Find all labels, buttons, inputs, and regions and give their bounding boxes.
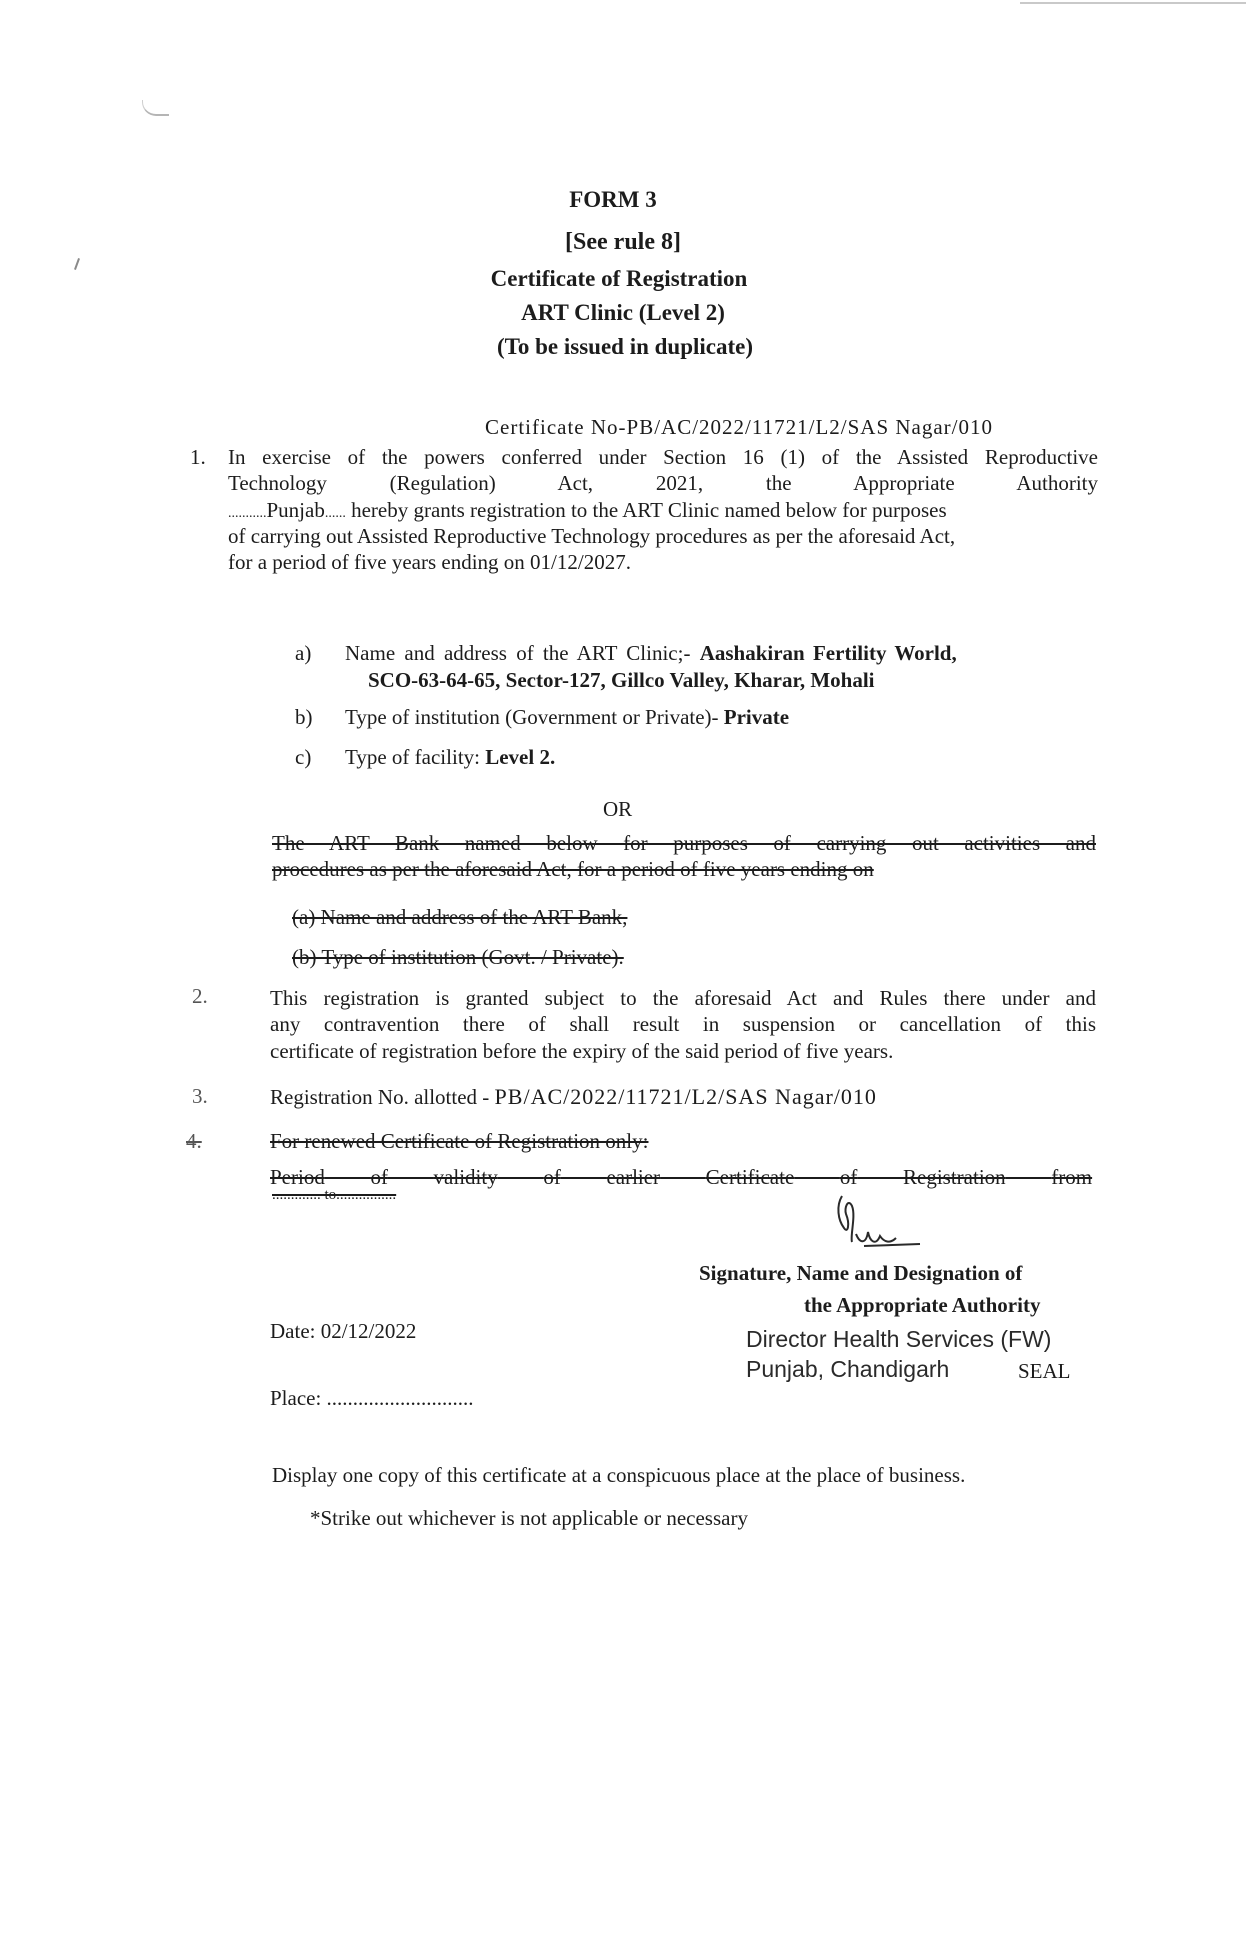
strike-note: *Strike out whichever is not applicable or necessary [310, 1506, 748, 1530]
clause-2-line-1: This registration is granted subject to the aforesaid Act and Rules there under and [270, 986, 1096, 1010]
clinic-address: SCO-63-64-65, Sector-127, Gillco Valley, Kharar, Mohali [368, 668, 875, 692]
issue-date: Date: 02/12/2022 [270, 1319, 417, 1343]
appropriate-authority-value: Punjab [266, 497, 325, 522]
clause-1-line-4: of carrying out Assisted Reproductive Technology procedures as per the aforesaid Act, [228, 523, 956, 548]
issue-place: Place: ............................ [270, 1386, 474, 1410]
clause-2-line-3: certificate of registration before the expiry of the said period of five years. [270, 1038, 894, 1063]
word: of [370, 1165, 388, 1189]
item-a-label: a) [295, 641, 312, 665]
registration-number-label: Registration No. allotted - [270, 1085, 495, 1109]
item-c-label-text: Type of facility: [345, 745, 486, 769]
art-bank-line-2: procedures as per the aforesaid Act, for a period of five years ending on [272, 857, 874, 882]
clause-4-line-3: ............. to................ [272, 1187, 397, 1203]
item-b-text [345, 704, 789, 730]
word: the [765, 471, 792, 496]
seal-label: SEAL [1018, 1359, 1071, 1383]
clause-4-number: 4. [186, 1129, 202, 1153]
word: Act, [557, 471, 594, 496]
clause-1-number: 1. [190, 445, 206, 469]
item-b-label: b) [295, 705, 313, 729]
facility-type-value: Level 2. [485, 745, 556, 769]
certificate-number: Certificate No-PB/AC/2022/11721/L2/SAS Nagar/010 [485, 415, 994, 439]
document-title: Certificate of Registration [490, 266, 748, 291]
art-bank-line-1: The ART Bank named below for purposes of carrying out activities and [272, 831, 1096, 855]
item-a-label-text: Name and address of the ART Clinic;- [345, 641, 700, 665]
clause-2-text [270, 985, 1096, 1064]
handwritten-signature [830, 1186, 930, 1266]
word: Appropriate [853, 471, 955, 496]
scan-mark [142, 100, 169, 116]
item-c-text [345, 744, 555, 770]
item-b-label-text: Type of institution (Government or Private)- [345, 705, 724, 729]
clause-1-line-3 [228, 497, 1098, 523]
institution-type-value: Private [723, 705, 790, 729]
document-subtitle: ART Clinic (Level 2) [521, 300, 725, 325]
word: earlier [606, 1165, 661, 1189]
clause-1-text [228, 444, 1098, 575]
word: validity [433, 1165, 498, 1189]
item-a-text [345, 640, 1105, 666]
word: Authority [1016, 471, 1099, 496]
duplicate-note: (To be issued in duplicate) [496, 334, 754, 359]
display-note: Display one copy of this certificate at a conspicuous place at the place of business. [272, 1463, 966, 1487]
word: from [1051, 1165, 1093, 1189]
designation-stamp: Director Health Services (FW) [746, 1326, 1052, 1352]
location-stamp: Punjab, Chandigarh [746, 1356, 950, 1382]
word: 2021, [655, 471, 704, 496]
clause-1-line-5: for a period of five years ending on 01/12/2027. [228, 550, 631, 574]
word: (Regulation) [389, 471, 496, 496]
fill-dots: ...... [324, 505, 346, 521]
form-number: FORM 3 [569, 187, 657, 212]
word: Certificate [705, 1165, 795, 1189]
art-bank-item-b: (b) Type of institution (Govt. / Private). [292, 945, 624, 969]
fill-dots: ........... [228, 505, 267, 521]
word: of [543, 1165, 561, 1189]
signature-caption: Signature, Name and Designation of [699, 1261, 1023, 1285]
clause-1-line-1: In exercise of the powers conferred under Section 16 (1) of the Assisted Reproductive [228, 445, 1098, 469]
clause-2-line-2: any contravention there of shall result in suspension or cancellation of this [270, 1012, 1096, 1037]
clause-3-text [270, 1083, 877, 1111]
art-bank-item-a: (a) Name and address of the ART Bank, [292, 905, 628, 929]
word: Registration [903, 1165, 1006, 1189]
or-separator: OR [603, 797, 633, 821]
rule-reference: [See rule 8] [565, 229, 681, 255]
clause-1-line-2 [228, 470, 1098, 496]
clause-4-line-1: For renewed Certificate of Registration only: [270, 1129, 649, 1153]
clause-1-line-3-rest: hereby grants registration to the ART Clinic named below for purposes [345, 497, 947, 522]
registration-number-value: PB/AC/2022/11721/L2/SAS Nagar/010 [494, 1084, 877, 1109]
scan-edge-line [1020, 2, 1246, 4]
item-c-label: c) [295, 745, 312, 769]
clause-3-number: 3. [192, 1084, 208, 1108]
authority-caption: the Appropriate Authority [804, 1293, 1041, 1317]
art-bank-text [272, 830, 1096, 883]
clause-2-number: 2. [192, 984, 208, 1008]
clinic-name: Aashakiran Fertility World, [699, 641, 957, 665]
word: Period [270, 1165, 325, 1189]
word: Technology [228, 471, 327, 496]
word: of [839, 1165, 858, 1189]
